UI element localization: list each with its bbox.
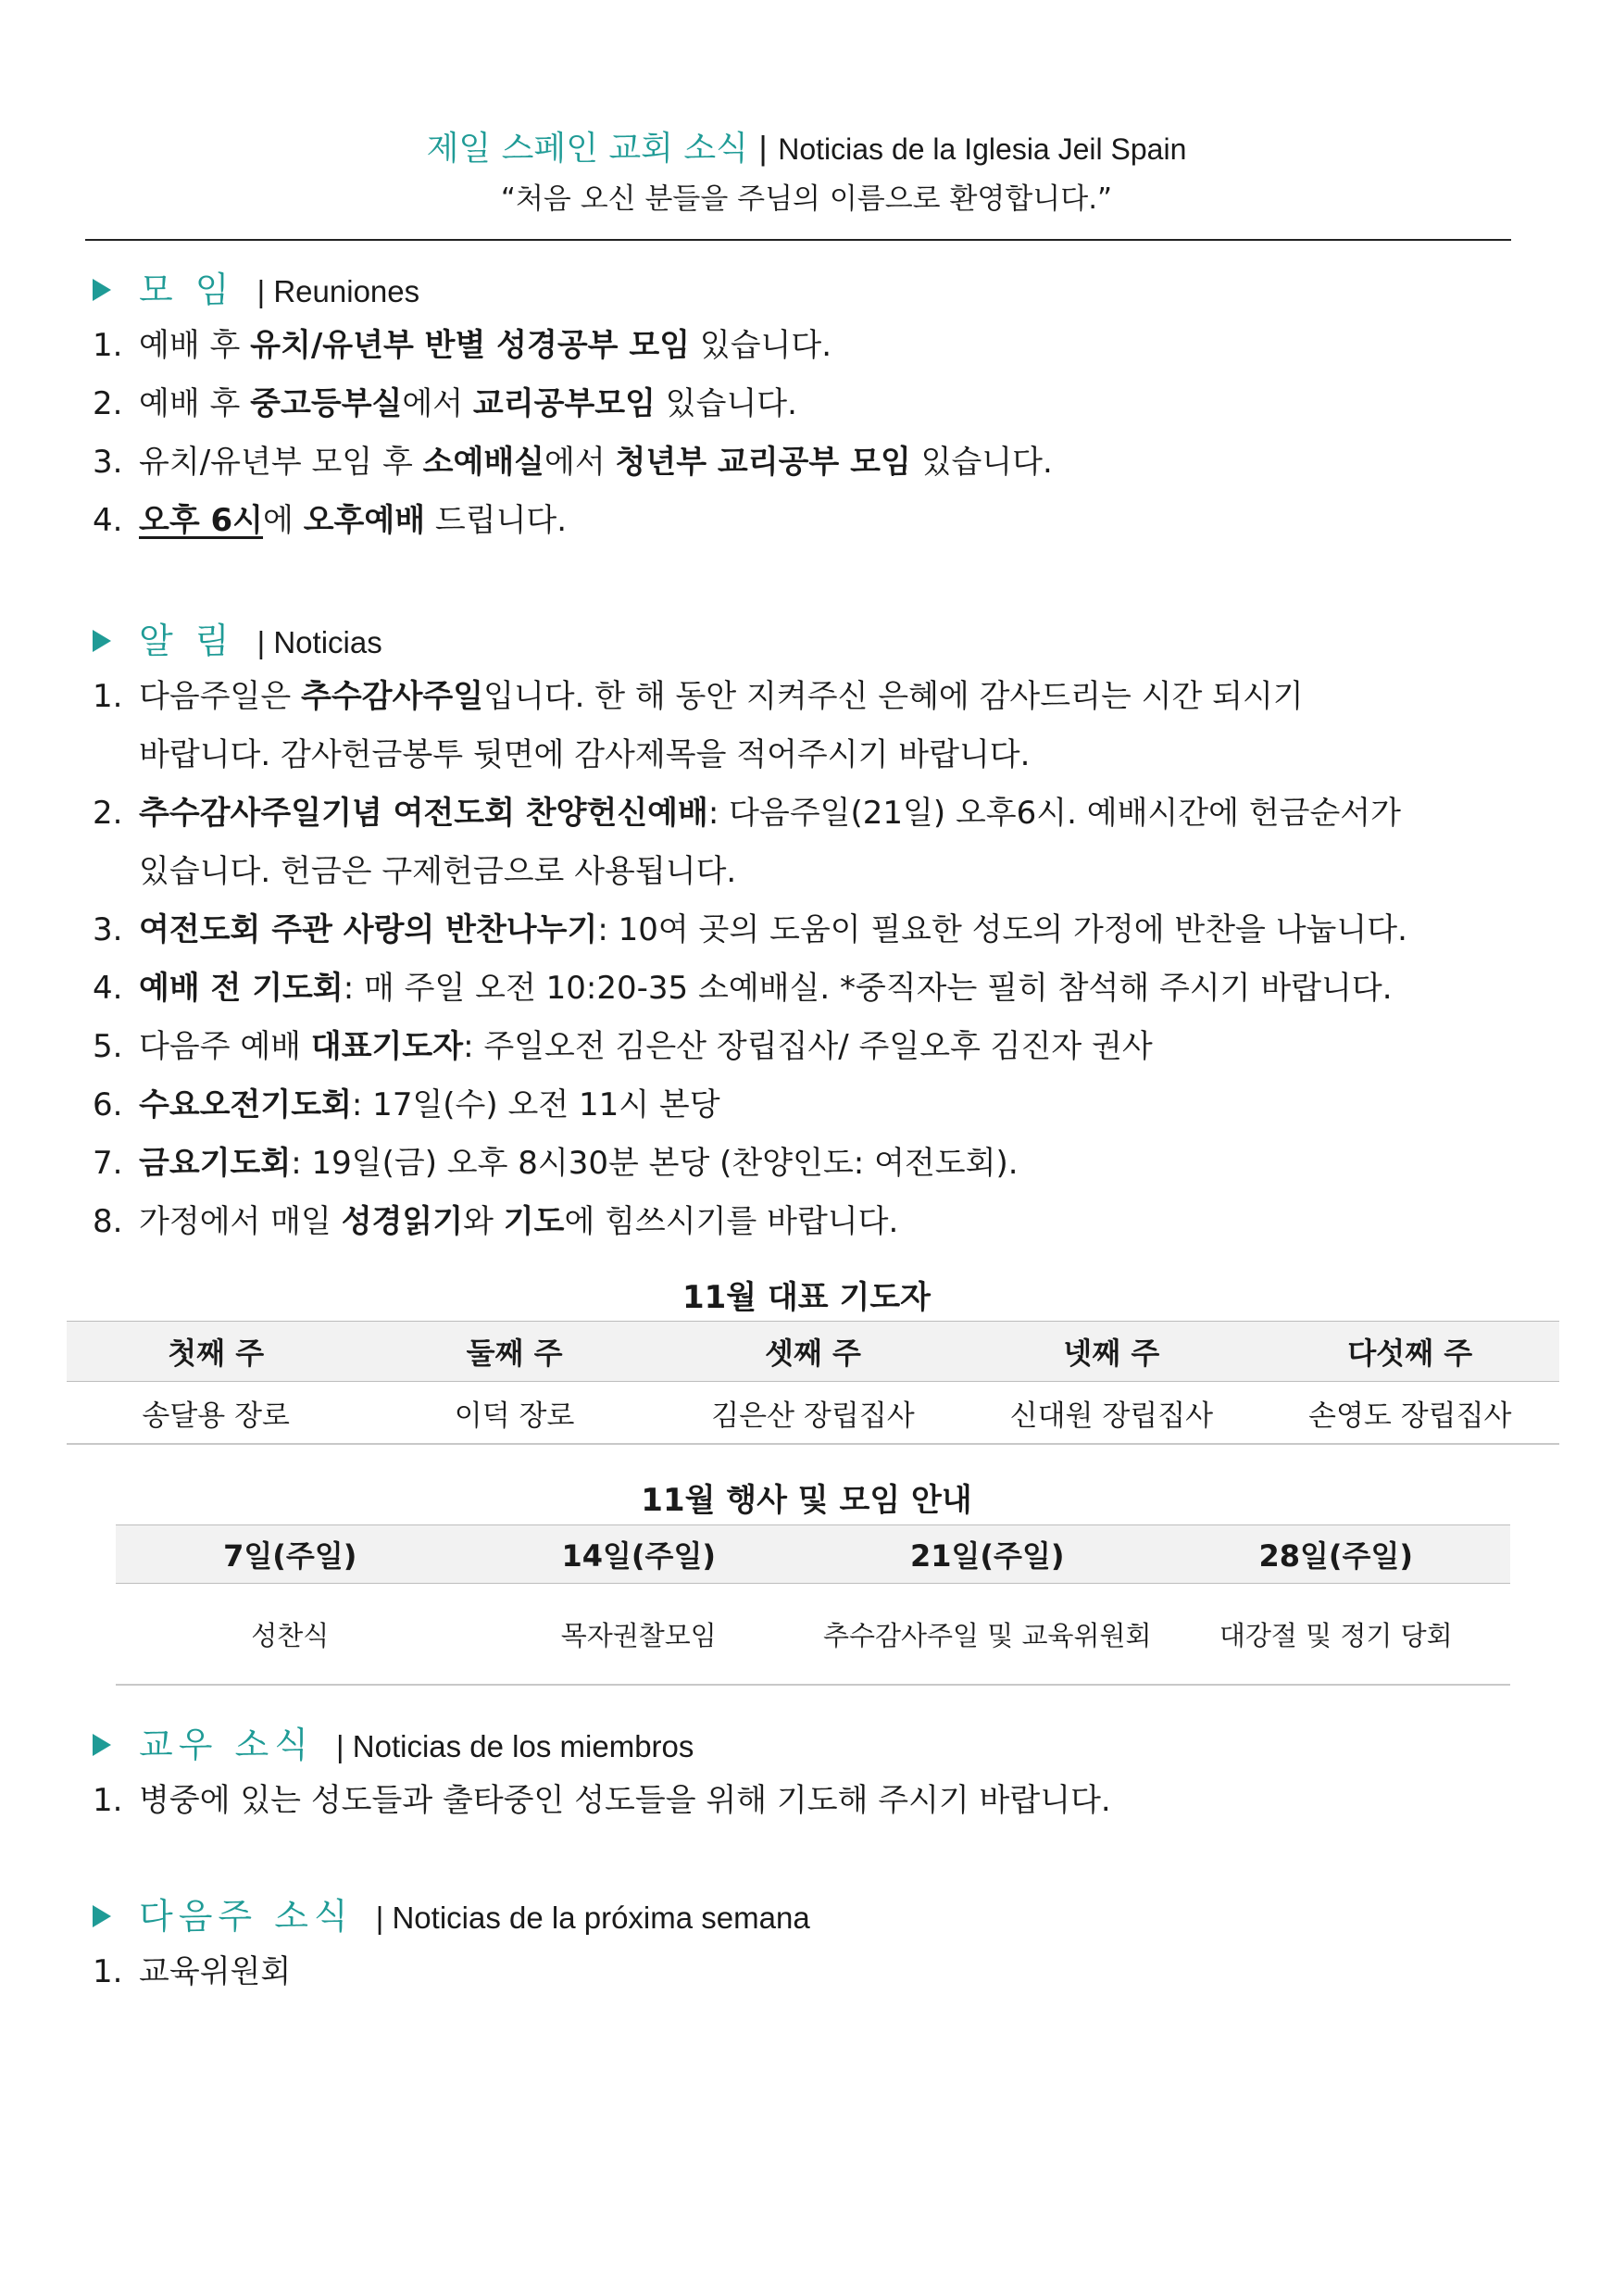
list-item: 1. 교육위원회: [93, 1953, 292, 1990]
section-heading: [93, 1889, 1574, 1943]
table-cell: 이덕 장로: [365, 1382, 663, 1445]
list-item: 2. 예배 후 중고등부실에서 교리공부모임 있습니다.: [93, 385, 797, 422]
welcome-subtitle: “처음 오신 분들을 주님의 이름으로 환영합니다.”: [500, 182, 1113, 216]
table-header: 14일(주일): [465, 1525, 814, 1584]
section-notices: [93, 614, 1574, 1251]
triangle-right-icon: [93, 279, 111, 301]
table-cell: 목자권찰모임: [465, 1584, 814, 1686]
table-cell: 추수감사주일 및 교육위원회: [813, 1584, 1162, 1686]
bulletin-title: [0, 125, 1613, 172]
list-item: 4. 예배 전 기도회: 매 주일 오전 10:20-35 소예배실. *중직자는 필히 참석해 주시기 바랍니다.: [93, 970, 1393, 1007]
list-item: 3. 유치/유년부 모임 후 소예배실에서 청년부 교리공부 모임 있습니다.: [93, 444, 1053, 481]
list-item: 2. 추수감사주일기념 여전도회 찬양헌신예배: 다음주일(21일) 오후6시. 예배시간에 헌금순서가: [93, 795, 1401, 832]
title-separator: |: [758, 129, 768, 167]
header-divider: [85, 239, 1511, 241]
title-spanish: Noticias de la Iglesia Jeil Spain: [778, 132, 1187, 166]
events-table-title: 11월 행사 및 모임 안내: [641, 1482, 972, 1519]
table-cell: 손영도 장립집사: [1261, 1382, 1559, 1445]
section-separator: |: [256, 625, 266, 659]
section-title-es: Reuniones: [273, 274, 420, 308]
section-title-es: Noticias: [273, 625, 382, 659]
section-heading: [93, 263, 1574, 317]
section-title: 알 림: [139, 621, 235, 661]
table-header-row: [116, 1525, 1510, 1584]
section-title-es: Noticias de la próxima semana: [392, 1901, 810, 1935]
list-item: 4. 오후 6시에 오후예배 드립니다.: [93, 502, 568, 539]
list-item: 7. 금요기도회: 19일(금) 오후 8시30분 본당 (찬양인도: 여전도회).: [93, 1145, 1019, 1182]
table-row: [67, 1382, 1559, 1445]
section-title: 모 임: [139, 270, 235, 310]
section-title: 교우 소식: [139, 1725, 314, 1765]
section-meetings: [93, 263, 1574, 550]
section-next-week: [93, 1889, 1574, 2001]
table-header: 21일(주일): [813, 1525, 1162, 1584]
members-list: [93, 1772, 1574, 1830]
triangle-right-icon: [93, 1905, 111, 1927]
bulletin-header: [0, 125, 1613, 222]
table-header: 둘째 주: [365, 1322, 663, 1382]
list-item-continuation: 바랍니다. 감사헌금봉투 뒷면에 감사제목을 적어주시기 바랍니다.: [139, 736, 1031, 773]
prayer-table-title: 11월 대표 기도자: [681, 1279, 932, 1316]
section-heading: [93, 614, 1574, 668]
table-header: 넷째 주: [962, 1322, 1260, 1382]
list-item: 5. 다음주 예배 대표기도자: 주일오전 김은산 장립집사/ 주일오후 김진자 권사: [93, 1028, 1153, 1065]
table-cell: 신대원 장립집사: [962, 1382, 1260, 1445]
section-separator: |: [336, 1729, 344, 1763]
section-separator: |: [256, 274, 266, 308]
table-header: 7일(주일): [116, 1525, 465, 1584]
table-cell: 송달용 장로: [67, 1382, 365, 1445]
notices-list: [93, 668, 1574, 1251]
list-item-continuation: 있습니다. 헌금은 구제헌금으로 사용됩니다.: [139, 853, 737, 890]
table-header: 28일(주일): [1162, 1525, 1511, 1584]
section-separator: |: [375, 1901, 384, 1935]
table-header-row: [67, 1322, 1559, 1382]
list-item: 1. 병중에 있는 성도들과 출타중인 성도들을 위해 기도해 주시기 바랍니다.: [93, 1782, 1111, 1819]
events-table: [116, 1524, 1510, 1686]
list-item: 3. 여전도회 주관 사랑의 반찬나누기: 10여 곳의 도움이 필요한 성도의 가정에 반찬을 나눕니다.: [93, 911, 1407, 948]
title-korean: 제일 스페인 교회 소식: [426, 130, 748, 168]
list-item: 6. 수요오전기도회: 17일(수) 오전 11시 본당: [93, 1086, 720, 1123]
list-item: 8. 가정에서 매일 성경읽기와 기도에 힘쓰시기를 바랍니다.: [93, 1203, 899, 1240]
meetings-list: [93, 317, 1574, 550]
table-cell: 대강절 및 정기 당회: [1162, 1584, 1511, 1686]
section-title: 다음주 소식: [139, 1896, 354, 1937]
section-title-es: Noticias de los miembros: [352, 1729, 694, 1763]
next-week-list: [93, 1943, 1574, 2001]
table-row: [116, 1584, 1510, 1686]
list-item: 1. 예배 후 유치/유년부 반별 성경공부 모임 있습니다.: [93, 327, 832, 364]
table-cell: 성찬식: [116, 1584, 465, 1686]
triangle-right-icon: [93, 630, 111, 652]
table-header: 셋째 주: [664, 1322, 962, 1382]
table-header: 다섯째 주: [1261, 1322, 1559, 1382]
table-header: 첫째 주: [67, 1322, 365, 1382]
list-item: 1. 다음주일은 추수감사주일입니다. 한 해 동안 지켜주신 은혜에 감사드리는 시간 되시기: [93, 678, 1304, 715]
prayer-table: [67, 1321, 1559, 1445]
triangle-right-icon: [93, 1734, 111, 1756]
section-members: [93, 1718, 1574, 1830]
table-cell: 김은산 장립집사: [664, 1382, 962, 1445]
section-heading: [93, 1718, 1574, 1772]
